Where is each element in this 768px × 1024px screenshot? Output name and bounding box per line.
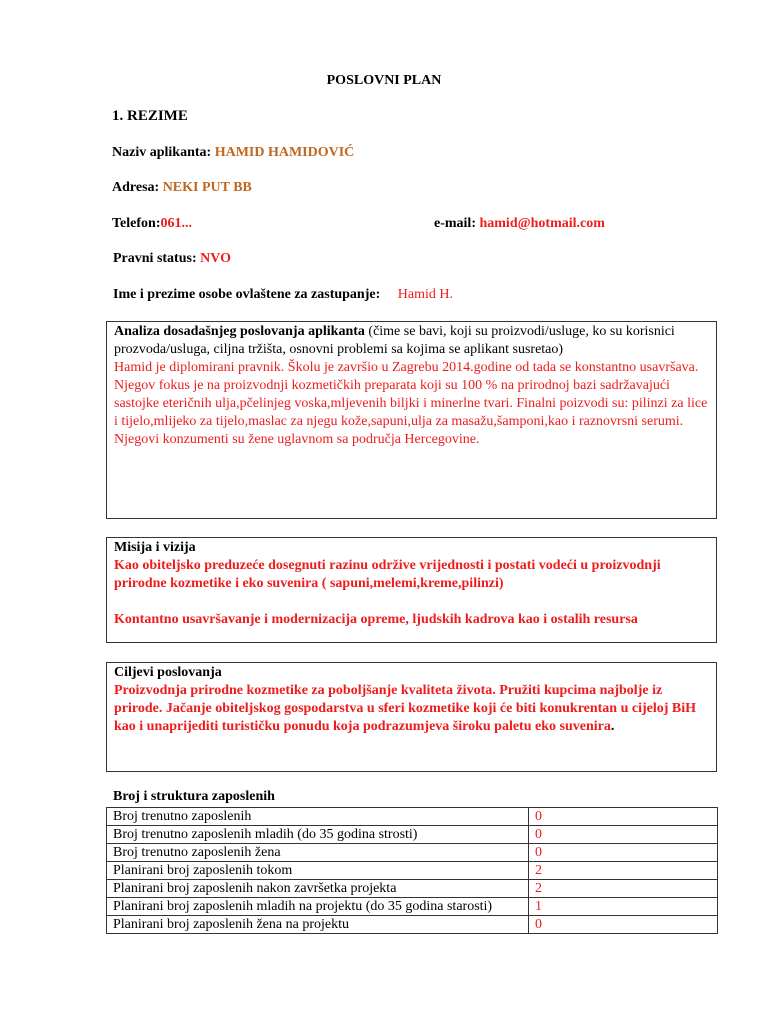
misija-box bbox=[106, 537, 717, 643]
analiza-description: (čime se bavi, koji su proizvodi/usluge, ko su korisnici prozvoda/usluga, ciljna tržišta, osnovni problemi sa kojima se aplikant susretao) bbox=[114, 324, 675, 357]
row-value: 2 bbox=[529, 862, 718, 880]
row-value: 1 bbox=[529, 898, 718, 916]
row-label: Planirani broj zaposlenih tokom bbox=[107, 862, 529, 880]
table-row bbox=[107, 808, 718, 826]
ciljevi-heading: Ciljevi poslovanja bbox=[114, 665, 222, 680]
adresa-row bbox=[112, 180, 252, 196]
row-label: Planirani broj zaposlenih žena na projektu bbox=[107, 916, 529, 934]
telefon-row bbox=[112, 216, 192, 232]
table-row bbox=[107, 844, 718, 862]
adresa-value: NEKI PUT BB bbox=[162, 180, 252, 195]
row-value: 2 bbox=[529, 880, 718, 898]
row-value: 0 bbox=[529, 844, 718, 862]
zastupnik-label: Ime i prezime osobe ovlaštene za zastupanje: bbox=[113, 287, 381, 302]
zaposleni-heading: Broj i struktura zaposlenih bbox=[113, 789, 275, 804]
zastupnik-value: Hamid H. bbox=[397, 287, 453, 302]
telefon-value: 061... bbox=[160, 216, 192, 231]
adresa-label: Adresa: bbox=[112, 180, 160, 195]
row-value: 0 bbox=[529, 826, 718, 844]
analiza-text: Hamid je diplomirani pravnik. Školu je završio u Zagrebu 2014.godine od tada se konstantno usavršava. Njegov fokus je na proizvodnji kozmetičkih preparata koji su 100 % na prirodnoj bazi sadržavajući sastojke eteričnih ulja,pčelinjeg voska,mljevenih biljki i minerlne tvari. Finalni poizvodi su: pilinzi za lice i tijelo,mlijeko za tijelo,maslac za njegu kože,sapuni,ulja za masažu,šamponi,kao i raznovrsni serumi. Njegovi konzumenti su žene uglavnom sa područja Hercegovine. bbox=[114, 360, 708, 447]
ciljevi-end: . bbox=[610, 719, 615, 734]
status-label: Pravni status: bbox=[113, 251, 197, 266]
table-row bbox=[107, 880, 718, 898]
status-row bbox=[113, 251, 231, 267]
telefon-label: Telefon: bbox=[112, 216, 161, 231]
row-label: Planirani broj zaposlenih mladih na projektu (do 35 godina starosti) bbox=[107, 898, 529, 916]
naziv-value: HAMID HAMIDOVIĆ bbox=[214, 145, 355, 160]
email-label: e-mail: bbox=[434, 216, 476, 231]
row-label: Broj trenutno zaposlenih bbox=[107, 808, 529, 826]
table-row bbox=[107, 826, 718, 844]
misija-text-1: Kao obiteljsko preduzeće dosegnuti razinu održive vrijednosti i postati vodeći u proizvodnji prirodne kozmetike i eko suvenira ( sapuni,melemi,kreme,pilinzi) bbox=[114, 558, 661, 591]
ciljevi-text: Proizvodnja prirodne kozmetike za poboljšanje kvaliteta života. Pružiti kupcima najbolje iz prirode. Jačanje obiteljskog gospodarstva u sferi kozmetike koji će biti konukrentan u cijeloj BiH kao i unaprijediti turističku ponudu koja podrazumjeva široku paletu eko suvenira bbox=[114, 683, 697, 734]
document-title: POSLOVNI PLAN bbox=[326, 73, 442, 88]
zastupnik-row bbox=[113, 287, 453, 303]
ciljevi-body bbox=[114, 682, 709, 736]
section-heading: 1. REZIME bbox=[112, 108, 188, 124]
row-label: Broj trenutno zaposlenih mladih (do 35 godina strosti) bbox=[107, 826, 529, 844]
naziv-row bbox=[112, 145, 354, 161]
misija-heading: Misija i vizija bbox=[114, 540, 196, 555]
analiza-box bbox=[106, 321, 717, 519]
row-value: 0 bbox=[529, 916, 718, 934]
ciljevi-box bbox=[106, 662, 717, 772]
status-value: NVO bbox=[200, 251, 231, 266]
table-row bbox=[107, 916, 718, 934]
analiza-heading: Analiza dosadašnjeg poslovanja aplikanta bbox=[114, 324, 365, 339]
table-row bbox=[107, 862, 718, 880]
misija-text-2: Kontantno usavršavanje i modernizacija opreme, ljudskih kadrova kao i ostalih resursa bbox=[114, 612, 638, 627]
table-row bbox=[107, 898, 718, 916]
row-label: Broj trenutno zaposlenih žena bbox=[107, 844, 529, 862]
email-value: hamid@hotmail.com bbox=[479, 216, 605, 231]
analiza-intro bbox=[114, 323, 709, 359]
naziv-label: Naziv aplikanta: bbox=[112, 145, 212, 160]
email-row bbox=[434, 216, 605, 232]
zaposleni-table bbox=[106, 807, 718, 934]
row-value: 0 bbox=[529, 808, 718, 826]
row-label: Planirani broj zaposlenih nakon završetka projekta bbox=[107, 880, 529, 898]
